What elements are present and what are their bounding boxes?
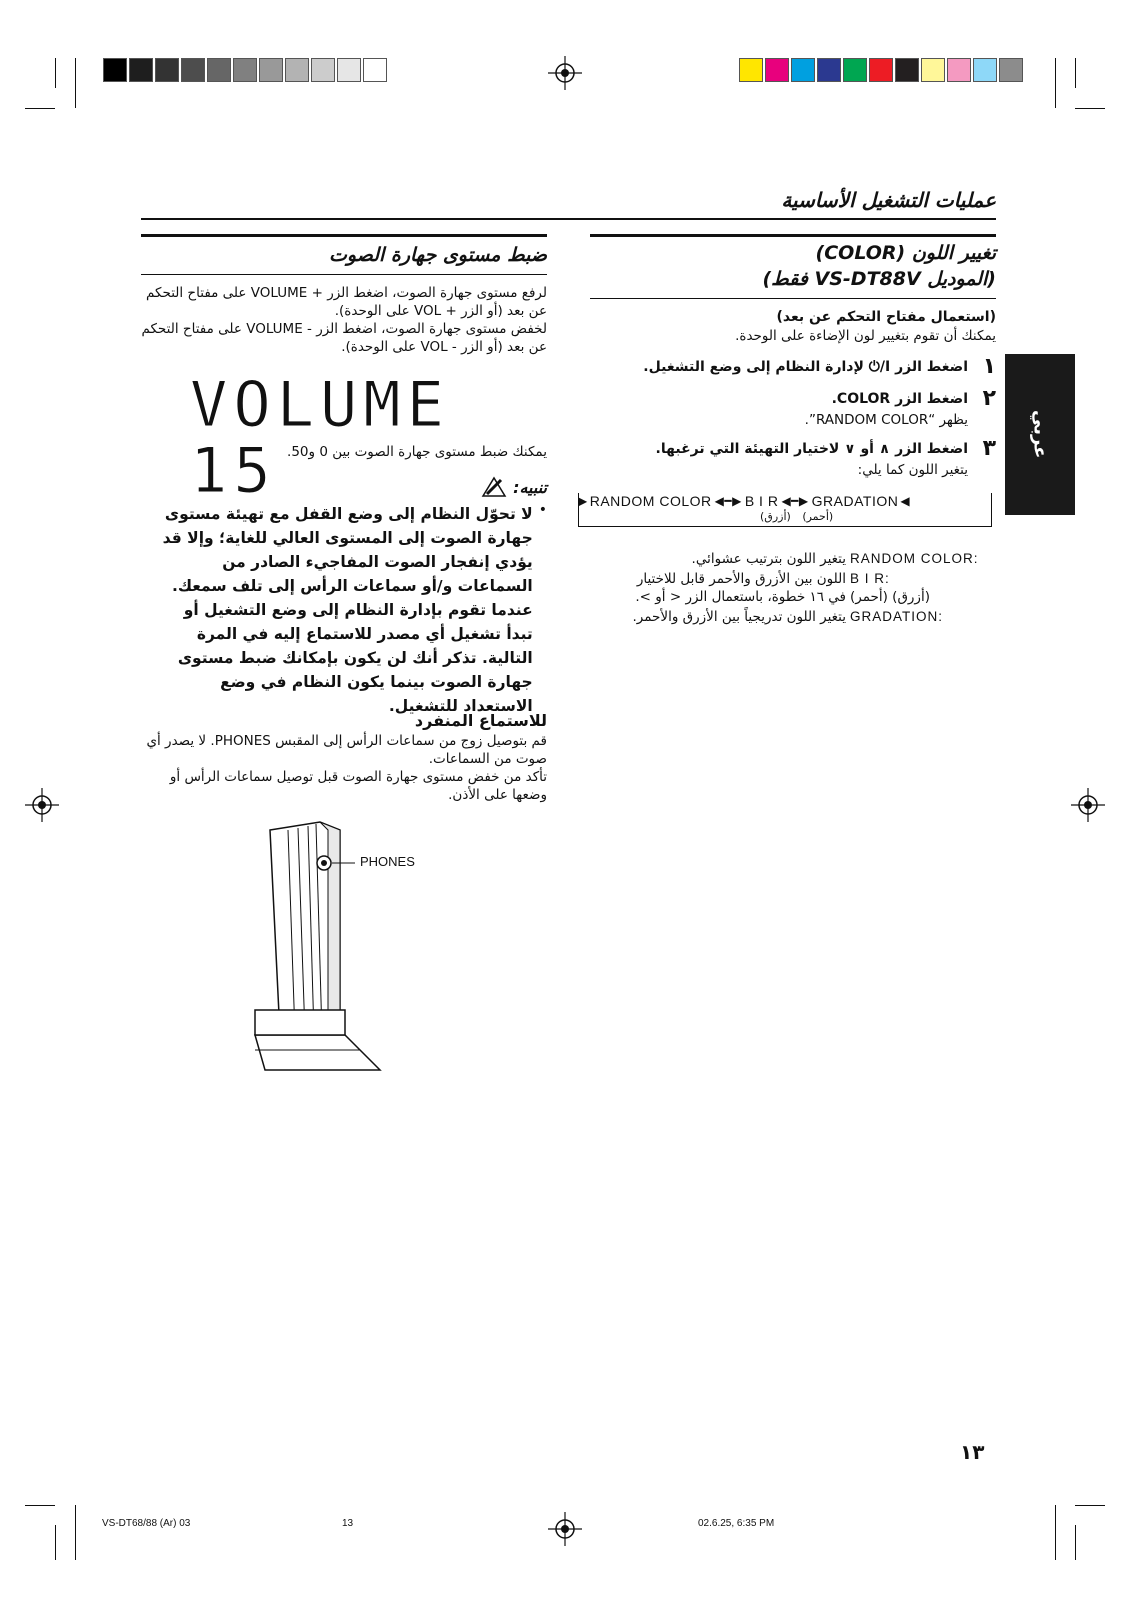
color-intro: يمكنك أن تقوم بتغيير لون الإضاءة على الوحدة.	[735, 328, 996, 344]
cycle-item-bir: B I R	[744, 493, 779, 509]
process-swatch	[947, 58, 971, 82]
step-note: يظهر “RANDOM COLOR”.	[804, 412, 968, 428]
header-title: عمليات التشغيل الأساسية	[781, 188, 996, 212]
process-swatch	[973, 58, 997, 82]
step-2	[590, 387, 996, 429]
headphones-section	[141, 710, 547, 804]
process-swatch	[817, 58, 841, 82]
headphones-volume-tip: تأكد من خفض مستوى جهارة الصوت قبل توصيل سماعات الرأس أو وضعها على الأذن.	[169, 769, 547, 803]
right-col-rule	[590, 234, 996, 237]
color-section-title: تغيير اللون (COLOR)	[815, 242, 996, 264]
caution-text: لا تحوّل النظام إلى وضع القفل مع تهيئة مستوى جهارة الصوت إلى المستوى العالي للغاية؛ وإلا قد يؤدي إنفجار الصوت المفاجيء الصادر من السماعات و/أو سماعات الرأس إلى تلف سمعك. عندما تقوم بإدارة النظام إلى وضع التشغيل أو تبدأ تشغيل أي مصدر للاستماع إليه في المرة التالية. تذكر أنك لن يكون بإمكانك ضبط مستوى جهارة الصوت بينما يكون النظام في وضع الاستعداد للتشغيل.	[162, 505, 533, 715]
header-rule	[141, 218, 996, 220]
gray-swatch	[207, 58, 231, 82]
remote-subheading: (استعمال مفتاح التحكم عن بعد)	[776, 309, 996, 325]
cycle-sublabels	[760, 510, 833, 523]
process-swatch	[869, 58, 893, 82]
language-tab-label: عربي	[1029, 410, 1051, 459]
volume-range-note: يمكنك ضبط مستوى جهارة الصوت بين 0 و50.	[287, 444, 547, 460]
color-cycle-row	[578, 493, 996, 509]
page-number: ١٣	[960, 1440, 985, 1464]
process-swatch	[921, 58, 945, 82]
process-swatch	[739, 58, 763, 82]
step-number: ٣	[982, 436, 996, 461]
double-arrow-icon: ◀━▶	[714, 494, 742, 508]
left-col-rule	[141, 234, 547, 237]
color-section-subtitle: (الموديل VS-DT88V فقط)	[762, 268, 996, 290]
phones-jack-label: PHONES	[360, 854, 415, 869]
language-tab	[1005, 354, 1075, 515]
process-swatch	[895, 58, 919, 82]
gray-swatch	[337, 58, 361, 82]
caution-box	[141, 476, 547, 718]
arrow-left-icon: ◀	[900, 494, 911, 508]
gray-swatch	[103, 58, 127, 82]
arrow-right-icon: ▶	[578, 494, 588, 508]
volume-display: VOLUME 15	[190, 368, 450, 507]
gray-swatch	[311, 58, 335, 82]
process-swatch	[791, 58, 815, 82]
headphones-title: للاستماع المنفرد	[414, 711, 547, 730]
gray-swatch	[363, 58, 387, 82]
headphones-connect-text: قم بتوصيل زوج من سماعات الرأس إلى المقبس PHONES. لا يصدر أي صوت من السماعات.	[146, 733, 547, 767]
step-text: اضغط الزر COLOR.	[831, 391, 968, 407]
step-text: اضغط الزر ∧ أو ∨ لاختيار التهيئة التي ترغبها.	[655, 441, 968, 457]
definition-row	[590, 570, 980, 606]
blue-label: (أزرق)	[760, 510, 791, 523]
registration-mark-icon	[25, 788, 59, 822]
red-label: (أحمر)	[802, 510, 834, 523]
color-section	[590, 240, 996, 292]
definition-row	[590, 608, 980, 626]
volume-section-title: ضبط مستوى جهارة الصوت	[329, 244, 547, 266]
color-instructions	[590, 307, 996, 479]
definition-desc: يتغير اللون تدريجياً بين الأزرق والأحمر.	[632, 609, 846, 625]
volume-instructions	[141, 284, 547, 356]
footer-timestamp: 02.6.25, 6:35 PM	[698, 1518, 775, 1529]
definition-term: GRADATION:	[850, 609, 944, 624]
page-header	[141, 188, 996, 212]
registration-mark-icon	[548, 1512, 582, 1546]
caution-pencil-icon	[481, 476, 507, 498]
registration-mark-icon	[1071, 788, 1105, 822]
right-col-subrule	[590, 298, 996, 299]
definition-desc: يتغير اللون بترتيب عشوائي.	[691, 551, 846, 567]
caution-label: تنبيه:	[513, 477, 547, 497]
process-swatch	[765, 58, 789, 82]
step-3	[590, 437, 996, 479]
cycle-item-gradation: GRADATION	[811, 493, 899, 509]
definition-sub: (أزرق) (أحمر)	[850, 589, 930, 605]
footer-filename: VS-DT68/88 (Ar) 03	[102, 1518, 191, 1529]
gray-swatch	[129, 58, 153, 82]
volume-up-text: لرفع مستوى جهارة الصوت، اضغط الزر + VOLUME على مفتاح التحكم عن بعد (أو الزر + VOL على الوحدة).	[146, 285, 547, 319]
registration-mark-icon	[548, 56, 582, 90]
step-number: ٢	[982, 386, 996, 411]
definition-term: B I R:	[850, 571, 890, 586]
color-definitions	[590, 550, 980, 626]
cycle-item-random: RANDOM COLOR	[589, 493, 712, 509]
definition-term: RANDOM COLOR:	[850, 551, 979, 566]
gray-swatch	[181, 58, 205, 82]
definition-row	[590, 550, 980, 568]
gray-swatch	[155, 58, 179, 82]
gray-swatch	[259, 58, 283, 82]
definition-desc: اللون بين الأزرق والأحمر قابل للاختيار في ١٦ خطوة، باستعمال الزر < أو >.	[635, 571, 846, 605]
step-note: يتغير اللون كما يلي:	[857, 462, 968, 478]
left-col-subrule	[141, 274, 547, 275]
step-number: ١	[982, 354, 996, 379]
process-swatch	[843, 58, 867, 82]
volume-section	[141, 242, 547, 268]
gray-swatch	[285, 58, 309, 82]
gray-swatch	[233, 58, 257, 82]
step-1	[590, 355, 996, 379]
bullet-icon: •	[538, 502, 547, 518]
footer-page: 13	[342, 1518, 354, 1529]
process-swatch	[999, 58, 1023, 82]
volume-down-text: لخفض مستوى جهارة الصوت، اضغط الزر - VOLUME على مفتاح التحكم عن بعد (أو الزر - VOL على الوحدة).	[141, 321, 547, 355]
step-text: اضغط الزر I/⏻ لإدارة النظام إلى وضع التشغيل.	[643, 359, 968, 375]
double-arrow-icon: ◀━▶	[781, 494, 809, 508]
